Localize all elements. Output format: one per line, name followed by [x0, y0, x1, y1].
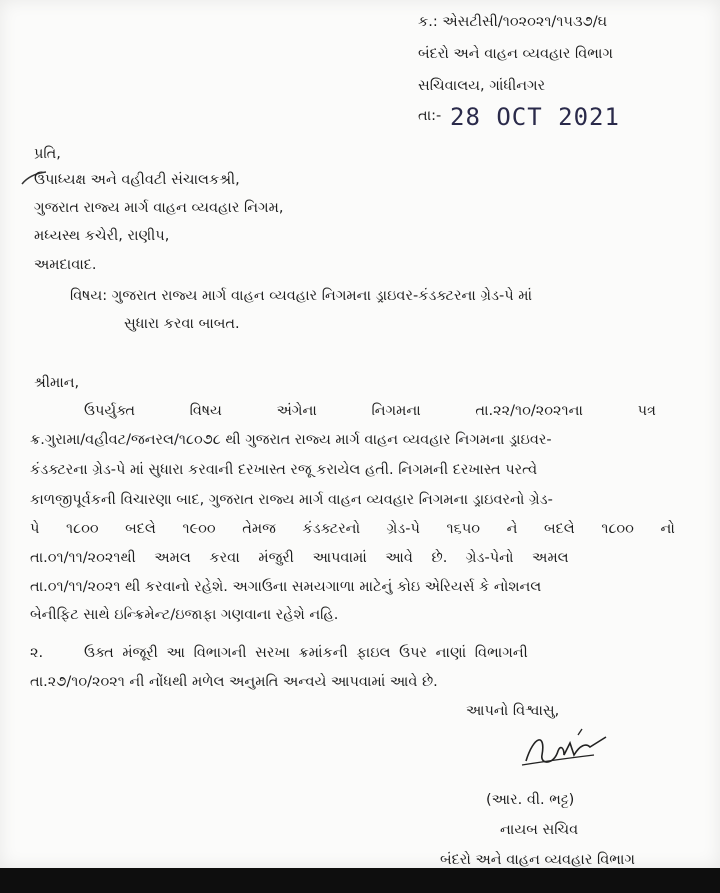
- date-stamp: 28 OCT 2021: [450, 103, 620, 131]
- subject-line-2: સુધારા કરવા બાબત.: [124, 316, 240, 332]
- body-paragraph-1-line-5: પે ૧૮૦૦ બદલે ૧૯૦૦ તેમજ કંડક્ટરનો ગ્રેડ-પે ૧૬૫૦ ને બદલે ૧૮૦૦ નો: [30, 521, 675, 537]
- header-department: બંદરો અને વાહન વ્યવહાર વિભાગ: [418, 46, 613, 62]
- recipient-line-1: ઉપાધ્યક્ષ અને વહીવટી સંચાલકશ્રી,: [34, 172, 240, 188]
- body-paragraph-1-line-6: તા.૦૧/૧૧/૨૦૨૧થી અમલ કરવા મંજુરી આપવામાં આવે છે. ગ્રેડ-પેનો અમલ: [30, 550, 569, 566]
- subject-line-1: વિષય: ગુજરાત રાજ્ય માર્ગ વાહન વ્યવહાર નિગમના ડ્રાઇવર-કંડક્ટરના ગ્રેડ-પે માં: [70, 288, 533, 304]
- recipient-line-3: મધ્યસ્થ કચેરી, રાણીપ,: [34, 228, 170, 244]
- recipient-line-2: ગુજરાત રાજ્ય માર્ગ વાહન વ્યવહાર નિગમ,: [34, 200, 284, 216]
- closing-yours-faithfully: આપનો વિશ્વાસુ,: [466, 703, 560, 719]
- body-paragraph-2-line-2: તા.૨૭/૧૦/૨૦૨૧ ની નોંધથી મળેલ અનુમતિ અન્વયે આપવામાં આવે છે.: [30, 674, 438, 690]
- recipient-line-4: અમદાવાદ.: [34, 257, 97, 273]
- reference-number: ક.: એસટીસી/૧૦૨૦૨૧/૧૫૩૭/ઘ: [418, 14, 608, 30]
- body-paragraph-1-line-2: ક્ર.ગુરામા/વહીવટ/જનરલ/૧૮૦૭૮ થી ગુજરાત રાજ્ય માર્ગ વાહન વ્યવહાર નિગમના ડ્રાઇવર-: [30, 432, 552, 448]
- body-word: પત્ર: [637, 403, 656, 419]
- body-paragraph-2-line-1: ઉક્ત મંજૂરી આ વિભાગની સરખા ક્રમાંકની ફાઇલ ઉપર નાણાં વિભાગની: [84, 645, 528, 661]
- paragraph-2-number: ૨.: [30, 645, 44, 661]
- body-paragraph-1-line-3: કંડક્ટરના ગ્રેડ-પે માં સુધારા કરવાની દરખાસ્ત રજૂ કરાયેલ હતી. નિગમની દરખાસ્ત પરત્વે: [30, 462, 538, 478]
- header-office: સચિવાલય, ગાંધીનગર: [418, 78, 546, 94]
- body-paragraph-1-line-8: બેનીફિટ સાથે ઇન્ક્રિમેન્ટ/ઇજાફા ગણવાના રહેશે નહિ.: [30, 607, 339, 623]
- signature: [520, 725, 610, 773]
- body-word: ઉપર્યુક્ત: [84, 403, 135, 419]
- body-paragraph-1-line-1: [84, 401, 656, 421]
- signatory-department: બંદરો અને વાહન વ્યવહાર વિભાગ: [440, 852, 635, 868]
- body-paragraph-1-line-7: તા.૦૧/૧૧/૨૦૨૧ થી કરવાનો રહેશે. અગાઉના સમયગાળા માટેનું કોઇ એરિયર્સ કે નોશનલ: [30, 579, 542, 595]
- date-label: તા:-: [418, 108, 442, 124]
- body-word: તા.૨૨/૧૦/૨૦૨૧ના: [475, 403, 583, 419]
- salutation: શ્રીમાન,: [34, 375, 80, 391]
- signatory-designation: નાયબ સચિવ: [500, 822, 579, 838]
- body-paragraph-1-line-4: કાળજીપૂર્વકની વિચારણા બાદ, ગુજરાત રાજ્ય માર્ગ વાહન વ્યવહાર નિગમના ડ્રાઇવરનો ગ્રેડ-: [30, 492, 553, 508]
- signatory-name: (આર. વી. ભટ્ટ): [486, 792, 575, 808]
- recipient-prati: પ્રતિ,: [34, 146, 61, 162]
- body-word: વિષય: [189, 403, 222, 419]
- body-word: નિગમના: [371, 403, 421, 419]
- photo-border: [0, 868, 720, 893]
- body-word: અંગેના: [276, 403, 317, 419]
